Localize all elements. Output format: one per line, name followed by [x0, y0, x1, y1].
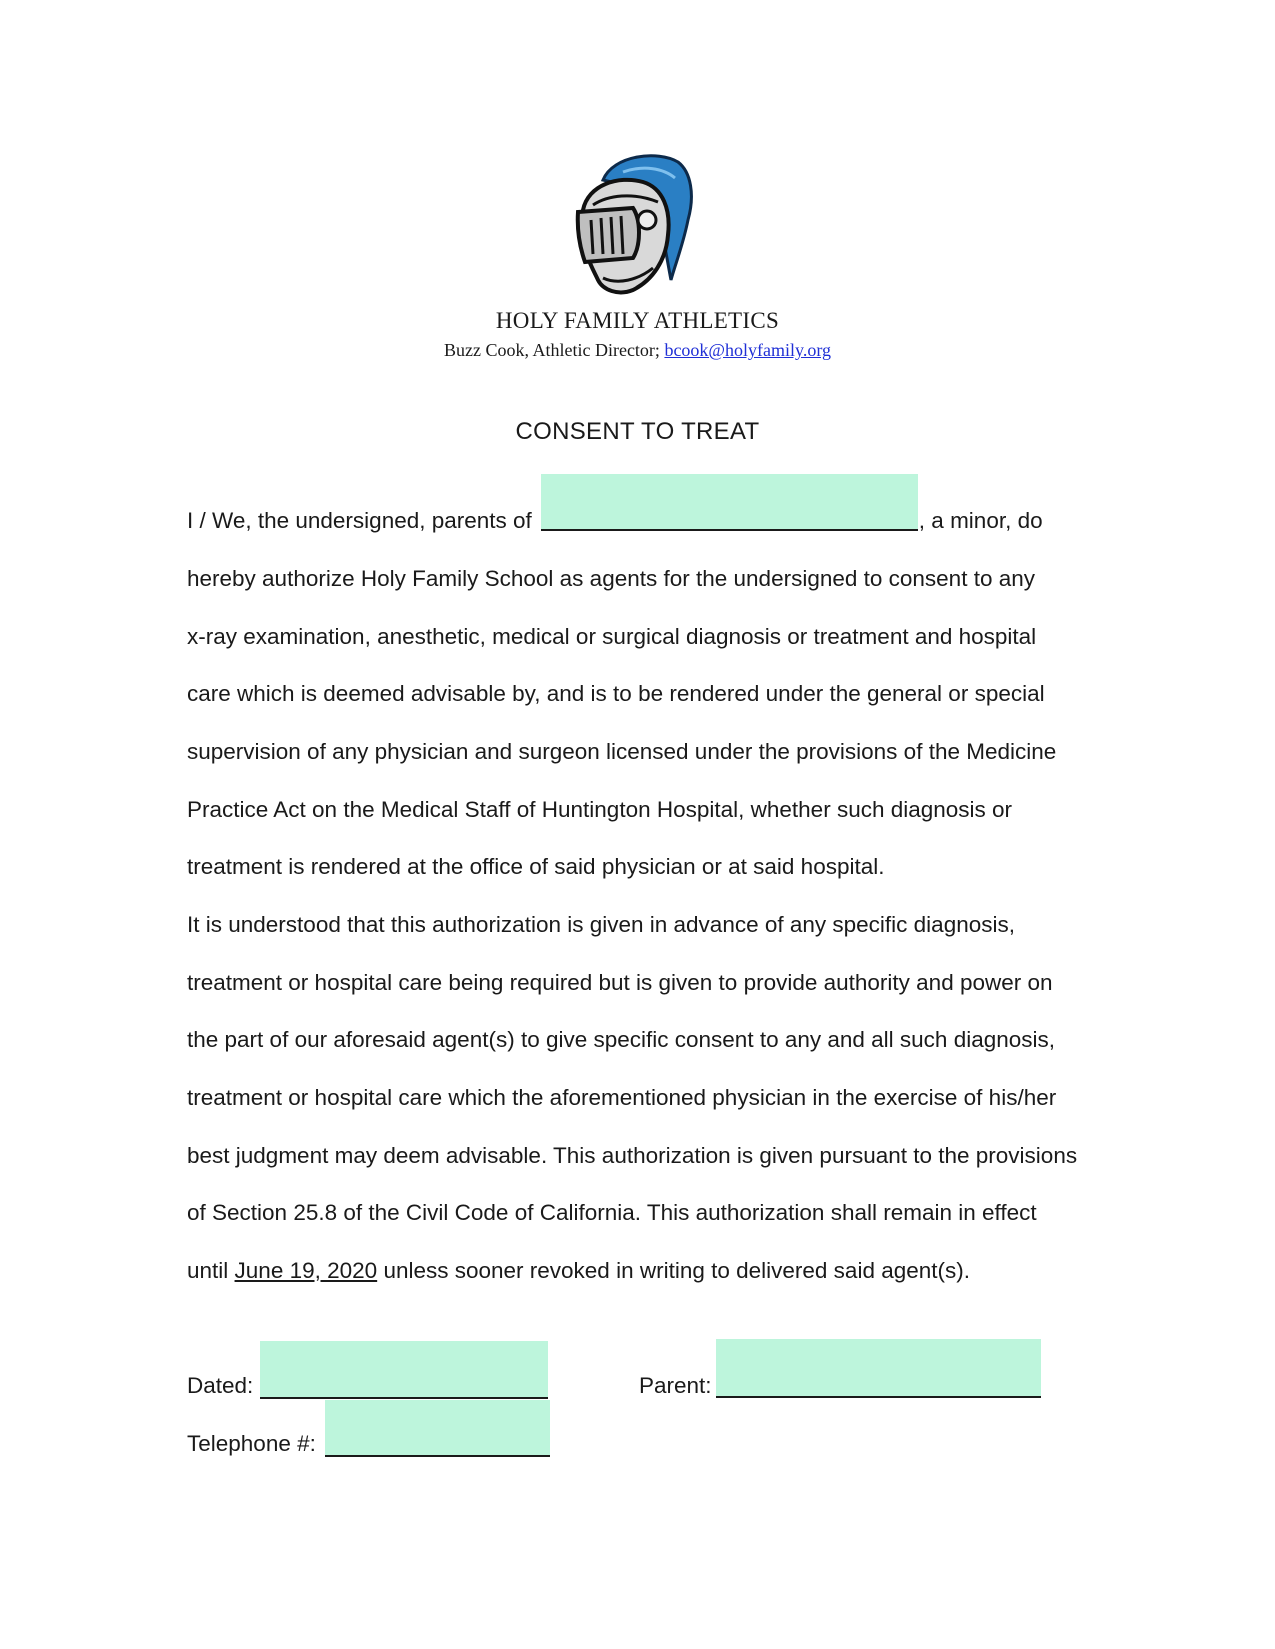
body-line-6: Practice Act on the Medical Staff of Huntington Hospital, whether such diagnosis or [187, 797, 1013, 822]
dated-field[interactable] [260, 1341, 548, 1399]
dated-label: Dated: [187, 1373, 254, 1398]
parent-underline [716, 1396, 1041, 1398]
telephone-field[interactable] [325, 1400, 550, 1457]
director-email-link[interactable]: bcook@holyfamily.org [664, 340, 831, 360]
body-line-7: treatment is rendered at the office of said physician or at said hospital. [187, 854, 885, 879]
telephone-label: Telephone #: [187, 1431, 316, 1456]
line1-suffix: , a minor, do [918, 508, 1043, 533]
body-line-12: best judgment may deem advisable. This authorization is given pursuant to the provisions [187, 1143, 1078, 1168]
body-line-11: treatment or hospital care which the aforementioned physician in the exercise of his/her [187, 1085, 1057, 1110]
body-line-5: supervision of any physician and surgeon licensed under the provisions of the Medicine [187, 739, 1057, 764]
body-line-4: care which is deemed advisable by, and is to be rendered under the general or special [187, 681, 1045, 706]
org-name: HOLY FAMILY ATHLETICS [495, 308, 780, 333]
dated-underline [260, 1397, 548, 1399]
until-text: until [187, 1258, 229, 1283]
revocation-text: unless sooner revoked in writing to delivered said agent(s). [383, 1258, 970, 1283]
body-line-8: It is understood that this authorization is given in advance of any specific diagnosis, [187, 912, 1015, 937]
knight-helmet-icon [563, 150, 703, 305]
parent-signature-field[interactable] [716, 1339, 1041, 1397]
telephone-underline [325, 1455, 550, 1457]
expiry-date: June 19, 2020 [234, 1258, 378, 1283]
body-line-10: the part of our aforesaid agent(s) to give specific consent to any and all such diagnosis, [187, 1027, 1056, 1052]
body-line-9: treatment or hospital care being required but is given to provide authority and power on [187, 970, 1053, 995]
body-line-2: hereby authorize Holy Family School as agents for the undersigned to consent to any [187, 566, 1035, 591]
document-title: CONSENT TO TREAT [515, 418, 760, 445]
director-text: Buzz Cook, Athletic Director; [443, 340, 660, 360]
body-line-1 [187, 508, 1043, 534]
body-line-14 [187, 1258, 970, 1284]
director-line [0, 340, 1275, 361]
line1-prefix: I / We, the undersigned, parents of [187, 508, 532, 533]
body-line-13: of Section 25.8 of the Civil Code of California. This authorization shall remain in effect [187, 1200, 1037, 1225]
parent-label: Parent: [639, 1373, 712, 1398]
body-line-3: x-ray examination, anesthetic, medical or surgical diagnosis or treatment and hospital [187, 624, 1037, 649]
